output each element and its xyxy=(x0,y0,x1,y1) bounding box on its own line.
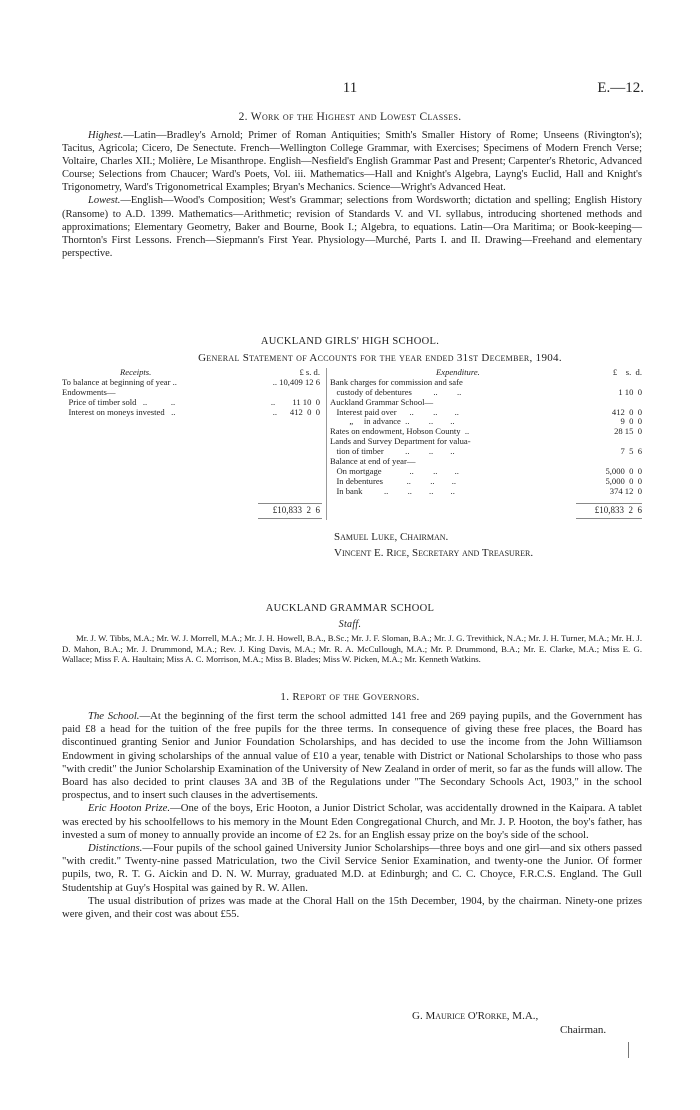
receipts-total: £10,833 2 6 xyxy=(272,505,320,515)
expenditure-total-rule-bottom xyxy=(576,518,642,519)
section-work-body xyxy=(62,129,642,260)
paragraph-label: Distinctions. xyxy=(88,842,143,855)
receipts-column xyxy=(62,368,320,417)
receipt-label: Price of timber sold .. .. xyxy=(62,396,176,407)
expenditure-label: Rates on endowment, Hobson County .. xyxy=(330,426,470,437)
highest-class-paragraph xyxy=(62,129,642,194)
expenditure-label: In bank .. .. .. .. xyxy=(330,485,455,496)
lowest-class-paragraph xyxy=(62,194,642,259)
expenditure-label: On mortgage .. .. .. xyxy=(330,465,459,476)
staff-list: Mr. J. W. Tibbs, M.A.; Mr. W. J. Morrell, M.A.; Mr. J. H. Howell, B.A., B.Sc.; Mr. J. F. Sloman, B.A.; Mr. J. G. Trevithick, N.A.; Mr. J. H. Turner, M.A.; Mr. H. J. D. Mahon, B.A.; Mr. J. Drummond, M.A.; Rev. J. King Davis, M.A.; Mr. R. A. McCullough, M.A.; Mr. P. Drummond, B.A.; Mr. E. Clarke, M.A.; Miss E. G. Wallace; Miss F. A. Haultain; Miss A. C. Morrison, M.A.; Miss B. Blades; Miss W. Picken, M.A.; Mr. Kenneth Watkins. xyxy=(62,633,642,665)
paragraph-label: Eric Hooton Prize. xyxy=(88,802,171,815)
section-title-work: 2. Work of the Highest and Lowest Classes. xyxy=(238,111,462,123)
expenditure-label: tion of timber .. .. .. xyxy=(330,446,455,457)
expenditure-label: In debentures .. .. .. xyxy=(330,475,457,486)
expenditure-amount: 1 10 0 xyxy=(618,386,642,397)
expenditure-amount: 5,000 0 0 xyxy=(605,475,642,486)
report-paragraph xyxy=(62,842,642,895)
receipts-total-rule-top xyxy=(258,503,322,504)
girls-school-title: AUCKLAND GIRLS' HIGH SCHOOL. xyxy=(260,336,440,347)
expenditure-amount: 9 0 0 xyxy=(620,416,642,427)
document-reference: E.—12. xyxy=(597,80,644,96)
paragraph-label: The School. xyxy=(88,710,140,722)
paragraph-text: The usual distribution of prizes was made at the Choral Hall on the 15th December, 1904, by the chairman. Ninety-one prizes were given, and their cost was about £55. xyxy=(62,894,642,921)
expenditure-label: Balance at end of year— xyxy=(330,456,416,467)
receipt-label: Endowments— xyxy=(62,386,116,397)
expenditure-label: „ in advance .. .. .. xyxy=(330,416,455,427)
expenditure-amount: 28 15 0 xyxy=(614,426,642,437)
grammar-school-title: AUCKLAND GRAMMAR SCHOOL xyxy=(265,603,435,614)
receipt-amount: .. 10,409 12 6 xyxy=(272,376,320,387)
paragraph-text: —Four pupils of the school gained University Junior Scholarships—three boys and one girl—and six others passed "with credit." Twenty-nine passed Matriculation, two the Civil Service Senior Examination, and twenty-one the Junior. Of former pupils, two, R. T. G. Aickin and D. N. W. Murray, graduated M.D. at Edinburgh; and C. C. Choyce, F.R.C.S. England. The Gull Studentship at Guy's Hospital was gained by R. W. Allen. xyxy=(62,842,642,894)
report-paragraph xyxy=(62,710,642,802)
expenditure-currency: £ s. d. xyxy=(612,367,642,377)
receipts-currency: £ s. d. xyxy=(299,367,320,377)
expenditure-label: Interest paid over .. .. .. xyxy=(330,406,459,417)
signature-secretary: Vincent E. Rice, Secretary and Treasurer. xyxy=(334,547,534,559)
expenditure-label: Lands and Survey Department for valua- xyxy=(330,436,471,447)
column-divider xyxy=(326,368,327,520)
receipts-total-rule-bottom xyxy=(258,518,322,519)
expenditure-amount: 412 0 0 xyxy=(611,406,642,417)
report-paragraph xyxy=(62,895,642,921)
expenditure-total-rule-top xyxy=(576,503,642,504)
receipt-row xyxy=(62,408,320,418)
statement-title: General Statement of Accounts for the year ended 31st December, 1904. xyxy=(198,352,562,364)
margin-mark xyxy=(628,1042,629,1058)
expenditure-label: Bank charges for commission and safe xyxy=(330,376,463,387)
expenditure-row xyxy=(330,487,642,497)
receipt-amount: .. 11 10 0 xyxy=(270,396,320,407)
highest-label: Highest. xyxy=(88,130,124,141)
expenditure-amount: 5,000 0 0 xyxy=(605,465,642,476)
report-body xyxy=(62,710,642,921)
signature-chairman: Samuel Luke, Chairman. xyxy=(334,531,449,543)
expenditure-label: custody of debentures .. .. xyxy=(330,386,462,397)
receipt-label: Interest on moneys invested .. xyxy=(62,406,176,417)
highest-text: —Latin—Bradley's Arnold; Primer of Roman Antiquities; Smith's Smaller History of Rome; Unseens (Rivington's); Tacitus, Agricola; Cicero, De Senectute. French—Wellington College Grammar, with Exercises; Specimens of Modern French Verse; Voltaire, Charles XII.; Molière, Le Misanthrope. English—Nesfield's English Grammar Past and Present; Carpenter's Rhetoric, Advanced Course; Selections from Chaucer; Ward's Poets, Vol. iii. Mathematics—Hall and Knight's Algebra, Layng's Euclid, Hall and Knight's Trigonometry, Ward's Trigonometrical Examples; Bryan's Mechanics. Science—Wright's Advanced Heat. xyxy=(62,130,642,194)
expenditure-column xyxy=(330,368,642,497)
expenditure-label: Auckland Grammar School— xyxy=(330,396,434,407)
page-number: 11 xyxy=(342,80,358,96)
expenditure-amount: 374 12 0 xyxy=(609,485,642,496)
report-paragraph xyxy=(62,802,642,842)
report-title: 1. Report of the Governors. xyxy=(280,691,420,703)
expenditure-heading: Expenditure. xyxy=(436,367,480,377)
staff-heading: Staff. xyxy=(338,619,362,630)
receipt-label: To balance at beginning of year .. xyxy=(62,376,177,387)
paragraph-text: —At the beginning of the first term the school admitted 141 free and 269 paying pupils, and the Government has paid £8 a head for the tuition of the free pupils for the three terms. In consequence of giving these free places, the Board has discontinued granting Senior and Junior Foundation Scholarships, and has decided to use the income from the John Williamson Endowment in giving scholarships of the annual value of £10 a year, tenable with District or National Scholarships to those who pass "with credit" the Junior Scholarship Examination of the University of New Zealand in order of merit, so far as the funds will allow. The Board has also decided to print clauses 3A and 3B of the Regulations under "The Secondary Schools Act, 1903," in the school prospectus, and to insert such clauses in the advertisements. xyxy=(62,710,642,802)
signature-governor-title: Chairman. xyxy=(560,1024,607,1036)
lowest-text: —English—Wood's Composition; West's Grammar; selections from Wordsworth; dictation and spelling; English History (Ransome) to A.D. 1399. Mathematics—Arithmetic; revision of Standards V. and VI. syllabus, introducing shortened methods and approximations; Elementary Geometry, Baker and Bourne, Book I.; Algebra, to equations. Latin—Ora Maritima; or Book-keeping—Thornton's First Lessons. French—Siepmann's First Year. Physiology—Murché, Parts I. and II. Drawing—Freehand and elementary perspective. xyxy=(62,195,642,259)
expenditure-amount: 7 5 6 xyxy=(620,446,642,457)
expenditure-total: £10,833 2 6 xyxy=(594,505,642,515)
receipt-amount: .. 412 0 0 xyxy=(272,406,320,417)
receipts-heading: Receipts. xyxy=(120,367,152,377)
lowest-label: Lowest. xyxy=(88,195,121,207)
paragraph-text: —One of the boys, Eric Hooton, a Junior District Scholar, was accidentally drowned in the Kaipara. A tablet was erected by his schoolfellows to his memory in the Mount Eden Congregational Church, and Mr. J. P. Hooton, the boy's father, has invested a sum of money to annually provide an income of £2 2s. for an English essay prize on the boy's side of the school. xyxy=(62,802,642,841)
signature-governor-name: G. Maurice O'Rorke, M.A., xyxy=(412,1010,539,1022)
